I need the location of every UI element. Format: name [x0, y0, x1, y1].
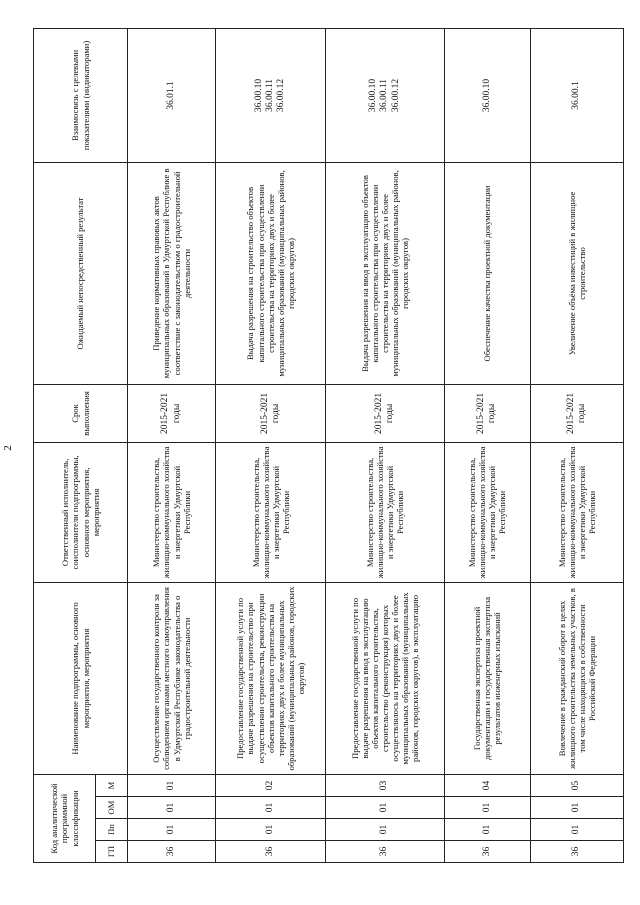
cell-executor: Министерство строительства, жилищно-коммунального хозяйства и энергетики Удмуртской Республики	[216, 442, 326, 582]
cell-gp: 36	[326, 841, 444, 863]
header-link: Взаимосвязь с целевыми показателями (индикаторами)	[34, 28, 128, 162]
cell-link	[216, 28, 326, 162]
table-row	[326, 28, 444, 862]
cell-name: Предоставление государственной услуги по выдаче разрешения на ввод в эксплуатацию объектов капитального строительства, строительство (реконструкция) которых осуществлялось на территориях двух и более муниципальных образований (муниципальных районов, городских округов), в эксплуатацию	[326, 582, 444, 774]
link-code: 36.00.12	[276, 78, 287, 113]
cell-m: 02	[216, 774, 326, 796]
cell-term: 2015-2021 годы	[128, 384, 216, 442]
cell-term: 2015-2021 годы	[444, 384, 530, 442]
cell-gp: 36	[530, 841, 623, 863]
cell-term: 2015-2021 годы	[530, 384, 623, 442]
cell-name: Предоставление государственной услуги по выдаче разрешения на строительство при осуществлении строительства, реконструкции объектов капитального строительства на территориях двух и более муниципальных образований (муниципальных районов, городских округов)	[216, 582, 326, 774]
header-gp: ГП	[96, 841, 128, 863]
cell-executor: Министерство строительства, жилищно-коммунального хозяйства и энергетики Удмуртской Республики	[326, 442, 444, 582]
cell-result: Выдача разрешения на ввод в эксплуатацию объектов капитального строительства при осуществлении строительства на территориях двух и более муниципальных образований (муниципальных районов, городских округов)	[326, 162, 444, 384]
cell-pp: 01	[128, 819, 216, 841]
link-code: 36.00.11	[379, 79, 390, 112]
cell-gp: 36	[128, 841, 216, 863]
header-m: М	[96, 774, 128, 796]
cell-pp: 01	[326, 819, 444, 841]
header-code-group: Код аналитической программной классификации	[34, 774, 96, 862]
header-term: Срок выполнения	[34, 384, 128, 442]
link-code: 36.00.12	[390, 78, 401, 113]
cell-pp: 01	[530, 819, 623, 841]
cell-name: Государственная экспертиза проектной документации и государственная экспертиза результатов инженерных изысканий	[444, 582, 530, 774]
cell-name: Вовлечение в гражданский оборот в целях жилищного строительства земельных участков, в том числе находящихся в собственности Российской Федерации	[530, 582, 623, 774]
cell-term: 2015-2021 годы	[216, 384, 326, 442]
program-activities-table	[33, 28, 624, 863]
cell-gp: 36	[444, 841, 530, 863]
table-row	[530, 28, 623, 862]
table-row	[216, 28, 326, 862]
header-row	[34, 28, 96, 862]
cell-name: Осуществление государственного контроля за соблюдением органами местного самоуправления в Удмуртской Республике законодательства о градостроительной деятельности	[128, 582, 216, 774]
cell-om: 01	[530, 797, 623, 819]
cell-link	[444, 28, 530, 162]
link-code: 36.00.11	[265, 79, 276, 112]
header-name: Наименование подпрограммы, основного мероприятия, мероприятия	[34, 582, 128, 774]
cell-result: Выдача разрешения на строительство объектов капитального строительства при осуществлении строительства на территориях двух и более муниципальных образований (муниципальных районов, городских округов)	[216, 162, 326, 384]
cell-m: 05	[530, 774, 623, 796]
cell-result: Приведение нормативных правовых актов муниципальных образований в Удмуртской Республике в соответствие с законодательством о градостроительной деятельности	[128, 162, 216, 384]
cell-pp: 01	[216, 819, 326, 841]
cell-link	[128, 28, 216, 162]
cell-om: 01	[128, 797, 216, 819]
cell-pp: 01	[444, 819, 530, 841]
cell-term: 2015-2021 годы	[326, 384, 444, 442]
link-code: 36.00.10	[368, 78, 379, 113]
link-code: 36.01.1	[165, 81, 176, 110]
cell-gp: 36	[216, 841, 326, 863]
link-code: 36.00.10	[481, 78, 492, 113]
cell-om: 01	[444, 797, 530, 819]
cell-m: 01	[128, 774, 216, 796]
cell-m: 04	[444, 774, 530, 796]
cell-result: Увеличение объёма инвестиций в жилищное строительство	[530, 162, 623, 384]
cell-link	[530, 28, 623, 162]
cell-result: Обеспечение качества проектной документации	[444, 162, 530, 384]
link-code: 36.00.1	[571, 81, 582, 110]
cell-om: 01	[326, 797, 444, 819]
cell-m: 03	[326, 774, 444, 796]
cell-executor: Министерство строительства, жилищно-коммунального хозяйства и энергетики Удмуртской Республики	[530, 442, 623, 582]
table-row	[128, 28, 216, 862]
header-executor: Ответственный исполнитель, соисполнители подпрограммы, основного мероприятия, мероприятия	[34, 442, 128, 582]
page-number: 2	[2, 445, 14, 451]
table-row	[444, 28, 530, 862]
cell-executor: Министерство строительства, жилищно-коммунального хозяйства и энергетики Удмуртской Республики	[128, 442, 216, 582]
header-om: ОМ	[96, 797, 128, 819]
header-pp: Пп	[96, 819, 128, 841]
link-code: 36.00.10	[253, 78, 264, 113]
cell-executor: Министерство строительства, жилищно-коммунального хозяйства и энергетики Удмуртской Республики	[444, 442, 530, 582]
header-result: Ожидаемый непосредственный результат	[34, 162, 128, 384]
cell-link	[326, 28, 444, 162]
cell-om: 01	[216, 797, 326, 819]
